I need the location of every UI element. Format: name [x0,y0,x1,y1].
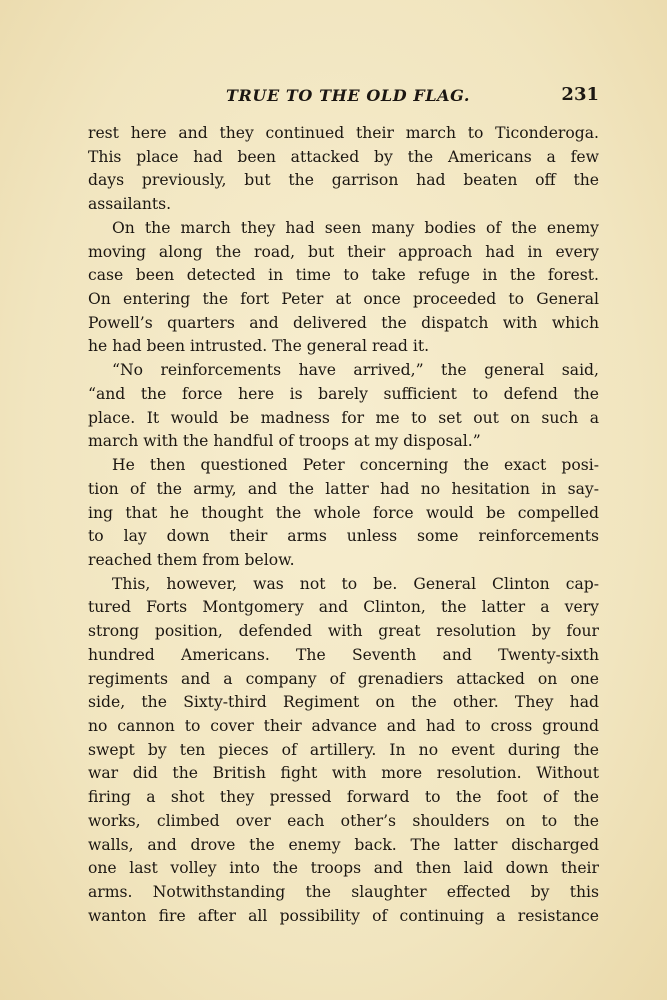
text-line: days previously, but the garrison had beaten off the [88,171,599,190]
text-line: He then questioned Peter concerning the exact posi- [112,456,599,475]
page-number: 231 [561,84,599,105]
text-line: “and the force here is barely sufficient to defend the [88,384,599,403]
text-line: no cannon to cover their advance and had to cross ground [88,716,599,735]
text-line: arms. Notwithstanding the slaughter effected by this [88,883,599,901]
text-line: works, climbed over each other’s shoulders on to the [88,811,599,830]
text-line: hundred Americans. The Seventh and Twenty-sixth [88,645,599,664]
text-line: ing that he thought the whole force would be compelled [88,503,599,522]
text-line: strong position, defended with great resolution by four [88,622,599,641]
text-line: tion of the army, and the latter had no hesitation in say- [88,479,599,498]
text-line: reached them from below. [88,550,295,569]
text-line: This place had been attacked by the Americans a few [88,147,599,166]
text-line: tured Forts Montgomery and Clinton, the latter a very [88,598,599,617]
text-line: rest here and they continued their march to Ticonderoga. [88,124,599,142]
text-line: assailants. [88,195,172,214]
text-line: On the march they had seen many bodies of the enemy [112,218,599,237]
text-line: On entering the fort Peter at once proceeded to General [88,290,599,309]
text-line: regiments and a company of grenadiers attacked on one [88,669,599,688]
text-line: Powell’s quarters and delivered the dispatch with which [88,313,599,332]
body-text [88,122,599,928]
text-line: he had been intrusted. The general read it. [88,337,430,356]
text-line: swept by ten pieces of artillery. In no event during the [88,740,599,759]
text-line: one last volley into the troops and then laid down their [88,859,599,878]
running-title: TRUE TO THE OLD FLAG. [226,86,471,105]
text-line: place. It would be madness for me to set out on such a [88,408,599,427]
text-line: march with the handful of troops at my disposal.” [88,432,481,451]
text-line: walls, and drove the enemy back. The latter discharged [88,835,599,854]
text-line: “No reinforcements have arrived,” the general said, [112,361,599,380]
text-line: to lay down their arms unless some reinforcements [88,527,599,546]
text-line: firing a shot they pressed forward to the foot of the [88,788,599,807]
text-line: side, the Sixty-third Regiment on the other. They had [88,693,599,712]
text-line: wanton fire after all possibility of continuing a resistance [88,906,599,925]
text-line: This, however, was not to be. General Clinton cap- [112,574,599,593]
text-line: moving along the road, but their approach had in every [88,242,599,261]
running-header [88,86,599,114]
text-line: case been detected in time to take refuge in the forest. [88,266,599,285]
text-line: war did the British fight with more resolution. Without [88,764,599,783]
